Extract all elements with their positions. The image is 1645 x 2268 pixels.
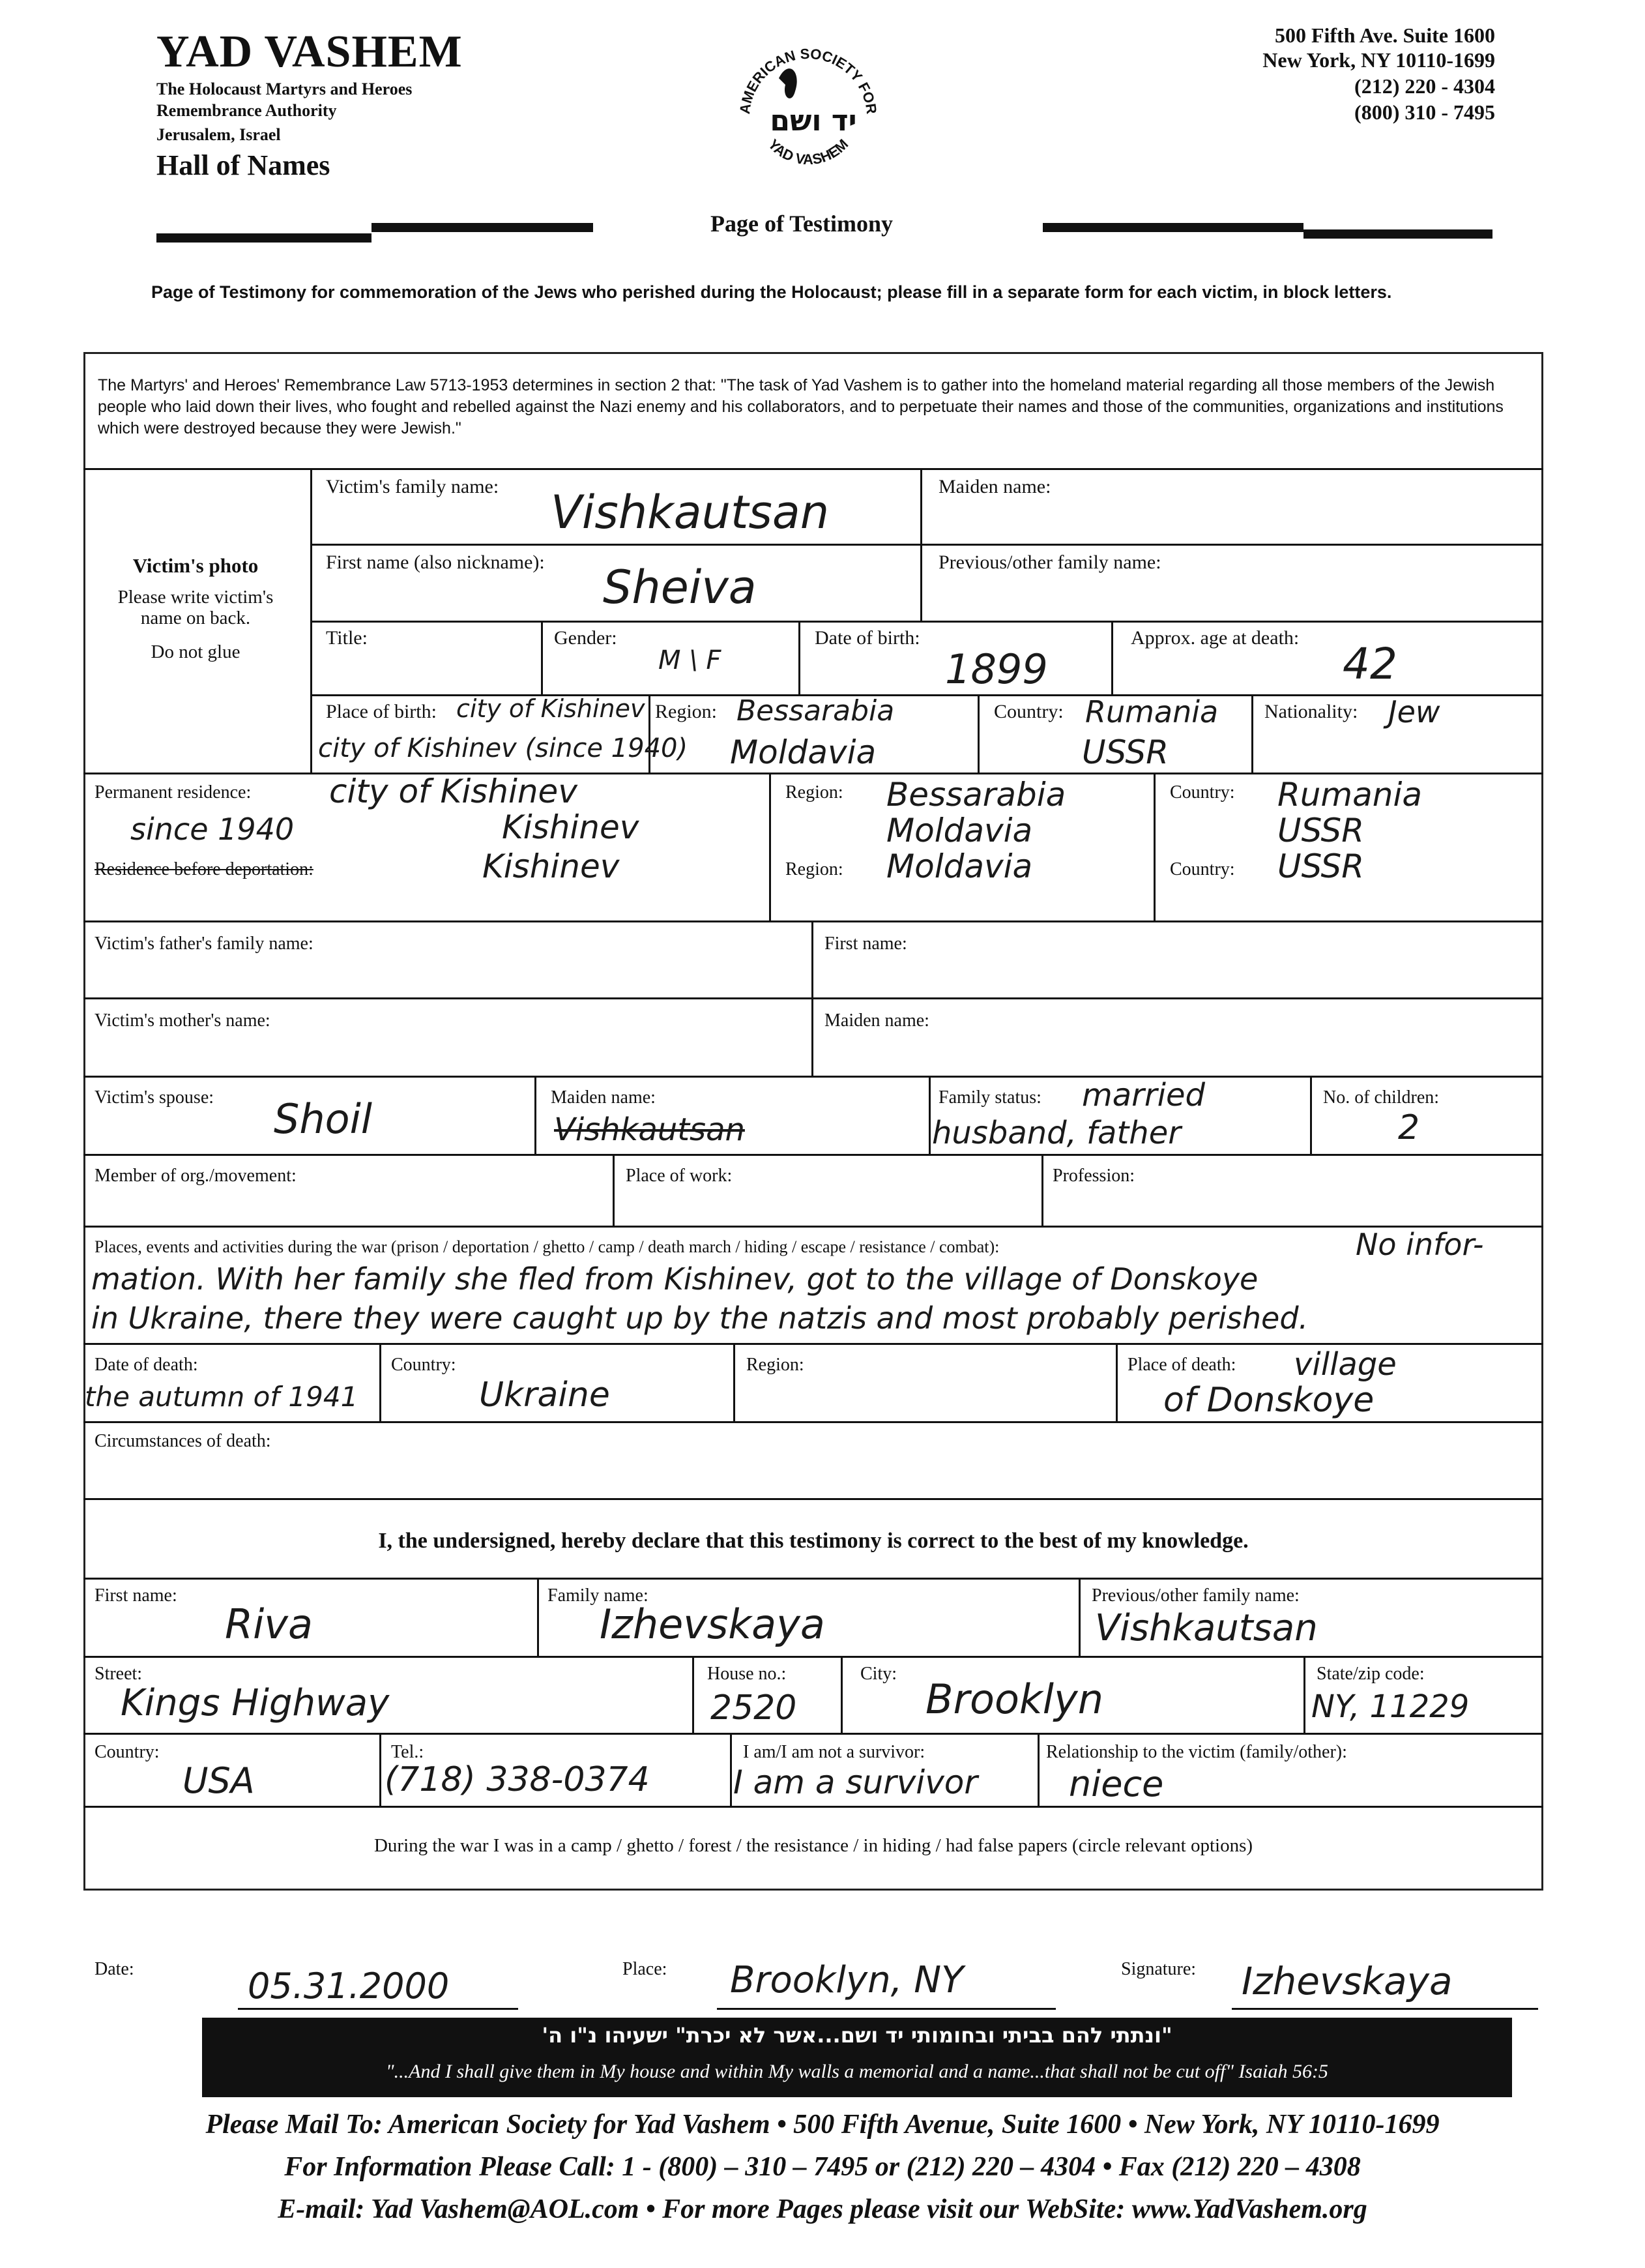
signature-underline: [1232, 2008, 1538, 2010]
place-label: Place:: [622, 1959, 667, 1979]
death-country-label: Country:: [391, 1355, 456, 1375]
rule: [83, 1733, 1543, 1735]
rule: [841, 1656, 843, 1733]
sub-family-value[interactable]: Izhevskaya: [600, 1600, 825, 1648]
city-value[interactable]: Brooklyn: [925, 1675, 1104, 1723]
svg-text:YAD VASHEM: [765, 136, 852, 168]
street-label: Street:: [95, 1664, 143, 1684]
org-line-2: Remembrance Authority: [156, 101, 337, 120]
photo-note-2: Do not glue: [151, 641, 240, 662]
title-label: Title:: [326, 627, 368, 649]
first-name-value[interactable]: Sheiva: [603, 561, 757, 614]
rule: [798, 621, 800, 694]
pob-country-a[interactable]: Rumania: [1085, 694, 1219, 729]
rule: [1116, 1343, 1118, 1421]
mother-maiden-label: Maiden name:: [824, 1010, 929, 1031]
logo-text-top: AMERICAN SOCIETY FOR: [736, 45, 881, 115]
sub-prev-label: Previous/other family name:: [1092, 1585, 1300, 1606]
tel-label: Tel.:: [391, 1742, 424, 1762]
rule: [379, 1343, 381, 1421]
death-region-label: Region:: [746, 1355, 804, 1375]
death-country-value[interactable]: Ukraine: [479, 1376, 610, 1415]
res-region-value[interactable]: Moldavia: [886, 847, 1033, 885]
relationship-label: Relationship to the victim (family/other):: [1046, 1742, 1347, 1762]
rule: [83, 1076, 1543, 1078]
father-family-label: Victim's father's family name:: [95, 934, 313, 954]
workplace-label: Place of work:: [626, 1166, 733, 1186]
perm-country-label: Country:: [1170, 782, 1235, 803]
place-death-a[interactable]: village: [1294, 1346, 1397, 1383]
date-underline: [238, 2008, 518, 2010]
events-value-2[interactable]: mation. With her family she fled from Kishinev, got to the village of Donskoye: [91, 1261, 1259, 1297]
pob-region-label: Region:: [655, 701, 717, 722]
law-text: The Martyrs' and Heroes' Remembrance Law 5713-1953 determines in section 2 that: "The task of Yad Vashem is to gather into the homeland material regarding all those members of the Jewish people who laid down their lives, who fought and rebelled against the Nazi enemy and his collaborators, and to perpetuate their names and those of the communities, organizations and institutions which were destroyed because they were Jewish.": [98, 376, 1504, 437]
address-line-2: New York, NY 10110-1699: [1262, 48, 1495, 72]
survivor-label: I am/I am not a survivor:: [743, 1742, 925, 1762]
family-name-value[interactable]: Vishkautsan: [551, 486, 830, 539]
rule: [83, 920, 1543, 922]
date-value[interactable]: 05.31.2000: [248, 1966, 450, 2007]
spouse-value[interactable]: Shoil: [274, 1095, 373, 1143]
logo-hebrew: יד ושם: [770, 104, 857, 138]
gender-value[interactable]: M \ F: [658, 645, 721, 675]
pob-region-a[interactable]: Bessarabia: [736, 694, 895, 728]
place-death-b[interactable]: of Donskoye: [1163, 1381, 1375, 1420]
signature-value[interactable]: Izhevskaya: [1242, 1959, 1453, 2003]
children-label: No. of children:: [1323, 1087, 1440, 1108]
pob-value-b[interactable]: city of Kishinev (since 1940): [318, 733, 688, 763]
rule: [83, 1421, 1543, 1423]
family-name-label: Victim's family name:: [326, 476, 499, 497]
org-line-3: Jerusalem, Israel: [156, 125, 281, 144]
res-before-label: Residence before deportation:: [95, 859, 313, 879]
rule: [83, 1656, 1543, 1658]
res-before-value[interactable]: Kishinev: [482, 847, 620, 885]
address-line-1: 500 Fifth Ave. Suite 1600: [1274, 23, 1495, 47]
rule: [310, 468, 312, 773]
rule: [312, 621, 1543, 623]
rule: [1111, 621, 1113, 694]
photo-placeholder[interactable]: [91, 554, 300, 685]
header-rule-right-a: [1043, 223, 1303, 232]
state-zip-value[interactable]: NY, 11229: [1311, 1688, 1470, 1725]
family-status-a[interactable]: married: [1082, 1077, 1205, 1113]
places-events-label: Places, events and activities during the war (prison / deportation / ghetto / camp / death march / hiding / escape / resistance / combat):: [95, 1237, 1000, 1256]
header-rule-left-b: [371, 223, 593, 232]
tel-value[interactable]: (718) 338-0374: [385, 1760, 650, 1799]
circumstances-label: Circumstances of death:: [95, 1431, 271, 1451]
sub-country-value[interactable]: USA: [182, 1760, 255, 1801]
perm-res-value-a[interactable]: city of Kishinev: [329, 773, 577, 810]
member-label: Member of org./movement:: [95, 1166, 297, 1186]
rule: [312, 544, 1543, 546]
pob-value-a[interactable]: city of Kishinev: [456, 694, 645, 723]
spouse-maiden-label: Maiden name:: [551, 1087, 656, 1108]
rule: [929, 1076, 931, 1154]
perm-country-a[interactable]: Rumania: [1277, 776, 1422, 814]
rule: [379, 1733, 381, 1806]
rule: [83, 1226, 1543, 1228]
place-underline: [717, 2008, 1056, 2010]
perm-res-label: Permanent residence:: [95, 782, 252, 803]
org-line-1: The Holocaust Martyrs and Heroes: [156, 80, 413, 98]
quote-banner: [202, 2018, 1512, 2097]
events-value-3[interactable]: in Ukraine, there they were caught up by the natzis and most probably perished.: [91, 1301, 1309, 1336]
header-rule-left-a: [156, 233, 371, 243]
mother-name-label: Victim's mother's name:: [95, 1010, 270, 1031]
dob-label: Date of birth:: [815, 627, 920, 649]
rule: [83, 468, 1543, 470]
flame-icon: [779, 68, 797, 98]
events-value-1[interactable]: No infor-: [1356, 1227, 1484, 1262]
pob-country-b[interactable]: USSR: [1082, 733, 1169, 771]
form-title: Page of Testimony: [710, 211, 894, 237]
rule: [978, 694, 980, 773]
rule: [83, 1578, 1543, 1580]
declaration-text: I, the undersigned, hereby declare that this testimony is correct to the best of my knowledge.: [378, 1529, 1249, 1553]
maiden-name-label: Maiden name:: [939, 476, 1051, 497]
street-value[interactable]: Kings Highway: [121, 1682, 390, 1724]
house-value[interactable]: 2520: [710, 1688, 797, 1728]
rule: [613, 1154, 615, 1226]
date-death-value[interactable]: the autumn of 1941: [85, 1381, 358, 1413]
family-status-b[interactable]: husband, father: [932, 1115, 1181, 1151]
photo-note: Please write victim's name on back.: [117, 587, 274, 628]
during-war-text: During the war I was in a camp / ghetto / forest / the resistance / in hiding / had false papers (circle relevant options): [373, 1835, 1253, 1856]
perm-country-b[interactable]: USSR: [1277, 812, 1365, 849]
gender-label: Gender:: [554, 627, 617, 649]
rule: [730, 1733, 732, 1806]
banner-hebrew: "ונתתי להם בביתי ובחומותי יד ושם...אשר לא יכרת" ישעיהו נ"ו ה': [542, 2023, 1172, 2048]
rule: [1079, 1578, 1081, 1656]
children-value[interactable]: 2: [1398, 1108, 1420, 1147]
rule: [692, 1656, 694, 1733]
rule: [83, 1154, 1543, 1156]
perm-region-a[interactable]: Bessarabia: [886, 776, 1066, 814]
rule: [1251, 694, 1253, 773]
photo-title: Victim's photo: [132, 554, 259, 577]
family-status-label: Family status:: [939, 1087, 1041, 1108]
place-death-label: Place of death:: [1128, 1355, 1236, 1375]
header-rule-right-b: [1303, 229, 1492, 239]
rule: [83, 997, 1543, 999]
nationality-value[interactable]: Jew: [1388, 694, 1440, 729]
prev-family-label: Previous/other family name:: [939, 552, 1161, 573]
rule: [83, 1498, 1543, 1500]
res-region-label: Region:: [785, 859, 843, 879]
rule: [1038, 1733, 1040, 1806]
sub-first-value[interactable]: Riva: [225, 1600, 313, 1648]
phone-1: (212) 220 - 4304: [1354, 74, 1495, 98]
rule: [83, 1343, 1543, 1345]
banner-english: "...And I shall give them in My house and within My walls a memorial and a name...that shall not be cut off" Isaiah 56:5: [386, 2061, 1328, 2082]
footer-phone: For Information Please Call: 1 - (800) – 310 – 7495 or (212) 220 – 4304 • Fax (212) 220 – 4308: [284, 2152, 1361, 2182]
rule: [1041, 1154, 1043, 1226]
age-value[interactable]: 42: [1343, 639, 1397, 689]
rule: [811, 920, 813, 1076]
spouse-maiden-value[interactable]: Vishkautsan: [554, 1112, 745, 1148]
dob-value[interactable]: 1899: [945, 645, 1048, 693]
pob-country-label: Country:: [994, 701, 1064, 722]
org-line-4: Hall of Names: [156, 149, 330, 181]
footer-mail: Please Mail To: American Society for Yad Vashem • 500 Fifth Avenue, Suite 1600 • New York, NY 10110-1699: [205, 2110, 1440, 2140]
rule: [733, 1343, 735, 1421]
rule: [83, 773, 1543, 774]
spouse-label: Victim's spouse:: [95, 1087, 214, 1108]
age-label: Approx. age at death:: [1131, 627, 1300, 649]
rule: [83, 1806, 1543, 1808]
perm-region-b[interactable]: Moldavia: [886, 812, 1033, 849]
intro-text: Page of Testimony for commemoration of the Jews who perished during the Holocaust; please fill in a separate form for each victim, in block letters.: [151, 282, 1392, 302]
perm-res-value-b[interactable]: Kishinev: [502, 808, 639, 846]
rule: [534, 1076, 536, 1154]
perm-region-label: Region:: [785, 782, 843, 803]
rule: [541, 621, 543, 694]
sub-country-label: Country:: [95, 1742, 160, 1762]
house-label: House no.:: [707, 1664, 787, 1684]
footer-web: E-mail: Yad Vashem@AOL.com • For more Pages please visit our WebSite: www.YadVashem.org: [278, 2194, 1367, 2224]
date-death-label: Date of death:: [95, 1355, 198, 1375]
survivor-value[interactable]: I am a survivor: [733, 1763, 978, 1801]
sub-prev-value[interactable]: Vishkautsan: [1095, 1607, 1318, 1649]
rule: [537, 1578, 539, 1656]
signature-label: Signature:: [1121, 1959, 1197, 1979]
rule: [1310, 1076, 1312, 1154]
rule: [1303, 1656, 1305, 1733]
pob-label: Place of birth:: [326, 701, 437, 722]
sub-first-label: First name:: [95, 1585, 177, 1606]
res-country-label: Country:: [1170, 859, 1235, 879]
logo-text-bottom: YAD VASHEM: [764, 136, 852, 168]
father-first-label: First name:: [824, 934, 907, 954]
org-title: YAD VASHEM: [156, 27, 463, 77]
state-zip-label: State/zip code:: [1317, 1664, 1425, 1684]
res-country-value[interactable]: USSR: [1277, 847, 1365, 885]
rule: [1154, 773, 1156, 920]
nationality-label: Nationality:: [1264, 701, 1358, 722]
perm-res-since[interactable]: since 1940: [130, 812, 295, 847]
sub-family-label: Family name:: [547, 1585, 648, 1606]
profession-label: Profession:: [1053, 1166, 1135, 1186]
phone-2: (800) 310 - 7495: [1354, 100, 1495, 124]
city-label: City:: [860, 1664, 897, 1684]
pob-region-b[interactable]: Moldavia: [730, 733, 877, 771]
rule: [920, 468, 922, 621]
first-name-label: First name (also nickname):: [326, 552, 545, 573]
society-logo: [730, 33, 886, 189]
rule: [769, 773, 771, 920]
relationship-value[interactable]: niece: [1069, 1763, 1164, 1804]
place-value[interactable]: Brooklyn, NY: [730, 1959, 964, 2001]
date-label: Date:: [95, 1959, 134, 1979]
